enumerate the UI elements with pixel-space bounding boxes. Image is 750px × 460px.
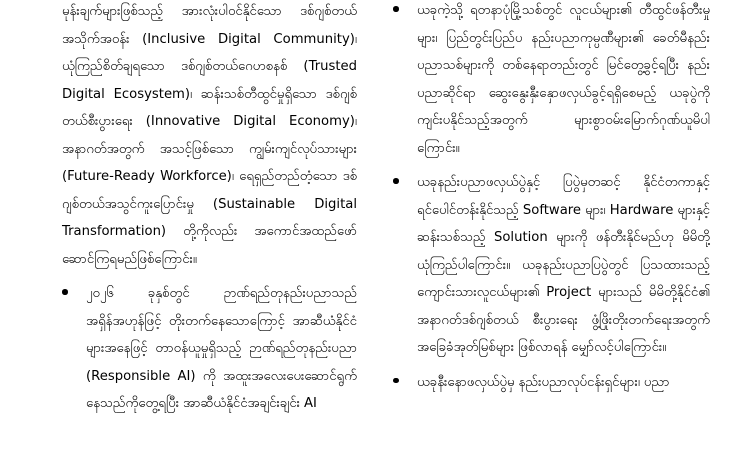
- bullet-dot-icon: [62, 289, 68, 295]
- list-item: [417, 0, 710, 162]
- list-item-text: ယခုနည်းပညာဖလှယ်ပွဲနှင့် ပြပွဲမှတဆင့် နိုင်ငံတကာနှင့် ရင်ပေါင်တန်းနိုင်သည့် Software များ၊ Hardware များနှင့် ဆန်းသစ်သည့် Solution များကို ဖန်တီးနိုင်မည်ဟု မိမိတို့ ယုံကြည်ပါကြောင်း။ ယခုနည်းပညာပြပွဲတွင် ပြသထားသည့် ကျောင်းသားလူငယ်များ၏ Project များသည် မိမိတို့နိုင်ငံ၏ အနာဂတ်ဒစ်ဂျစ်တယ် စီးပွားရေး ဖွံ့ဖြိုးတိုးတက်ရေးအတွက် အခြေခံအုတ်မြစ်များ ဖြစ်လာရန် မျှော်လင့်ပါကြောင်း။: [417, 175, 710, 355]
- paragraph-continued: မုန်းချက်များဖြစ်သည့် အားလုံးပါဝင်နိုင်သော ဒစ်ဂျစ်တယ် အသိုက်အဝန်း (Inclusive Digital Community)၊ ယုံကြည်စိတ်ချရသော ဒစ်ဂျစ်တယ်ဂေဟစနစ် (Trusted Digital Ecosystem)၊ ဆန်းသစ်တီထွင်မှုရှိသော ဒစ်ဂျစ်တယ်စီးပွားရေး (Innovative Digital Economy)၊ အနာဂတ်အတွက် အသင့်ဖြစ်သော ကျွမ်းကျင်လုပ်သားများ (Future-Ready Workforce)၊ ရေရှည်တည်တံ့သော ဒစ်ဂျစ်တယ်အသွင်ကူးပြောင်းမှု (Sustainable Digital Transformation) တို့ကိုလည်း အကောင်အထည်ဖော်ဆောင်ကြရမည်ဖြစ်ကြောင်း။: [62, 4, 357, 267]
- list-item-text: ယခုနီးနောဖလှယ်ပွဲမှ နည်းပညာလုပ်ငန်းရှင်များ၊ ပညာ: [417, 374, 670, 390]
- list-item: [417, 169, 710, 362]
- bullet-dot-icon: [393, 6, 399, 12]
- list-item: [417, 369, 710, 397]
- list-item: [86, 280, 357, 418]
- right-column: [375, 0, 750, 460]
- list-item-text: ၂၀၂၆ ခုနှစ်တွင် ဉာဏ်ရည်တုနည်းပညာသည် အရှိန်အဟုန်ဖြင့် တိုးတက်နေသောကြောင့် အာဆီယံနိုင်ငံများအနေဖြင့် တာဝန်ယူမှုရှိသည့် ဉာဏ်ရည်တုနည်းပညာ (Responsible AI) ကို အထူးအလေးပေးဆောင်ရွက်နေသည်ကိုတွေ့ရပြီး အာဆီယံနိုင်ငံအချင်းချင်း AI: [86, 286, 357, 411]
- bullet-dot-icon: [393, 178, 399, 184]
- list-item-text: ယခုကဲ့သို့ ရတနာပုံမြို့သစ်တွင် လူငယ်များ၏ တီထွင်ဖန်တီးမှုများ၊ ပြည်တွင်းပြည်ပ နည်းပညာကုမ္ပဏီများ၏ ခေတ်မီနည်းပညာသစ်များကို တစ်နေရာတည်းတွင် မြင်တွေ့ခွင့်ရပြီး နည်းပညာဆိုင်ရာ ဆွေးနွေးနှီးနှောဖလှယ်ခွင့်ရရှိစေမည့် ယခုပွဲကို ကျင်းပနိုင်သည့်အတွက် များစွာဝမ်းမြောက်ဂုဏ်ယူမိပါကြောင်း။: [417, 3, 710, 156]
- bullet-dot-icon: [393, 378, 399, 384]
